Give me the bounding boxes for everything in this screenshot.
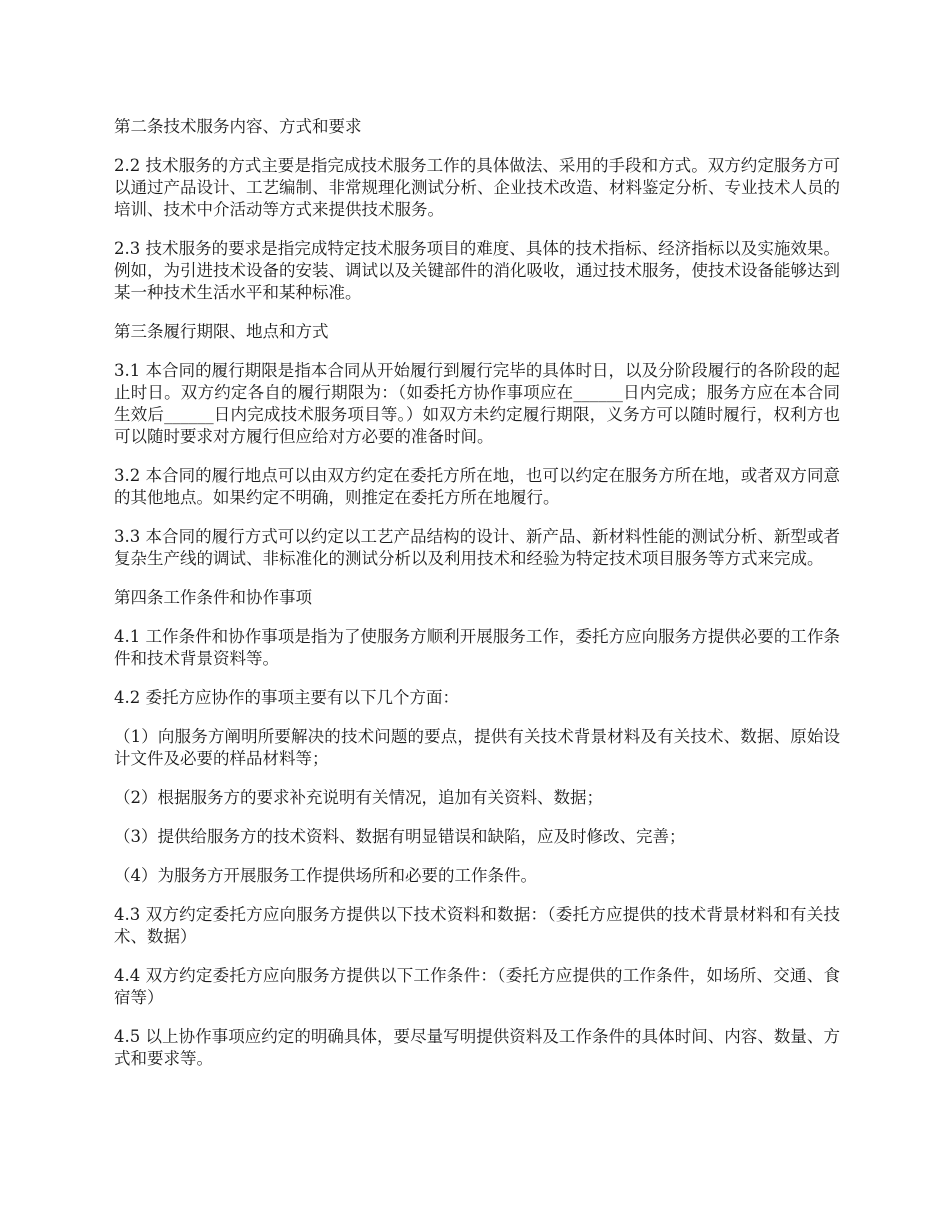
clause-2-3: 2.3 技术服务的要求是指完成特定技术服务项目的难度、具体的技术指标、经济指标以及实施效果。例如，为引进技术设备的安装、调试以及关键部件的消化吸收，通过技术服务，使技术设备能够达到某一种技术生活水平和某种标准。: [114, 239, 840, 302]
article-3-heading: 第三条履行期限、地点和方式: [114, 322, 329, 341]
clause-4-5: 4.5 以上协作事项应约定的明确具体，要尽量写明提供资料及工作条件的具体时间、内容、数量、方式和要求等。: [114, 1027, 840, 1068]
article-2-heading: 第二条技术服务内容、方式和要求: [114, 117, 362, 136]
clause-4-4: 4.4 双方约定委托方应向服务方提供以下工作条件：（委托方应提供的工作条件，如场所、交通、食宿等）: [114, 966, 840, 1007]
list-item-4: （4）为服务方开展服务工作提供场所和必要的工作条件。: [114, 866, 537, 885]
list-item-1: （1）向服务方阐明所要解决的技术问题的要点，提供有关技术背景材料及有关技术、数据、原始设计文件及必要的样品材料等；: [114, 727, 840, 768]
clause-3-3: 3.3 本合同的履行方式可以约定以工艺产品结构的设计、新产品、新材料性能的测试分析、新型或者复杂生产线的调试、非标准化的测试分析以及利用技术和经验为特定技术项目服务等方式来完成。: [114, 527, 840, 568]
list-item-2: （2）根据服务方的要求补充说明有关情况，追加有关资料、数据；: [114, 788, 603, 807]
clause-4-1: 4.1 工作条件和协作事项是指为了使服务方顺利开展服务工作，委托方应向服务方提供必要的工作条件和技术背景资料等。: [114, 627, 840, 668]
clause-4-2: 4.2 委托方应协作的事项主要有以下几个方面：: [114, 688, 459, 707]
clause-3-2: 3.2 本合同的履行地点可以由双方约定在委托方所在地，也可以约定在服务方所在地，或者双方同意的其他地点。如果约定不明确，则推定在委托方所在地履行。: [114, 466, 840, 507]
clause-3-1: 3.1 本合同的履行期限是指本合同从开始履行到履行完毕的具体时日，以及分阶段履行的各阶段的起止时日。双方约定各自的履行期限为：（如委托方协作事项应在______日内完成；服务方应在本合同生效后______日内完成技术服务项目等。）如双方未约定履行期限，义务方可以随时履行，权利方也可以随时要求对方履行但应给对方必要的准备时间。: [114, 361, 840, 446]
list-item-3: （3）提供给服务方的技术资料、数据有明显错误和缺陷，应及时修改、完善；: [114, 827, 686, 846]
article-4-heading: 第四条工作条件和协作事项: [114, 588, 312, 607]
clause-4-3: 4.3 双方约定委托方应向服务方提供以下技术资料和数据：（委托方应提供的技术背景材料和有关技术、数据）: [114, 905, 840, 946]
clause-2-2: 2.2 技术服务的方式主要是指完成技术服务工作的具体做法、采用的手段和方式。双方约定服务方可以通过产品设计、工艺编制、非常规理化测试分析、企业技术改造、材料鉴定分析、专业技术人员的培训、技术中介活动等方式来提供技术服务。: [114, 156, 840, 219]
